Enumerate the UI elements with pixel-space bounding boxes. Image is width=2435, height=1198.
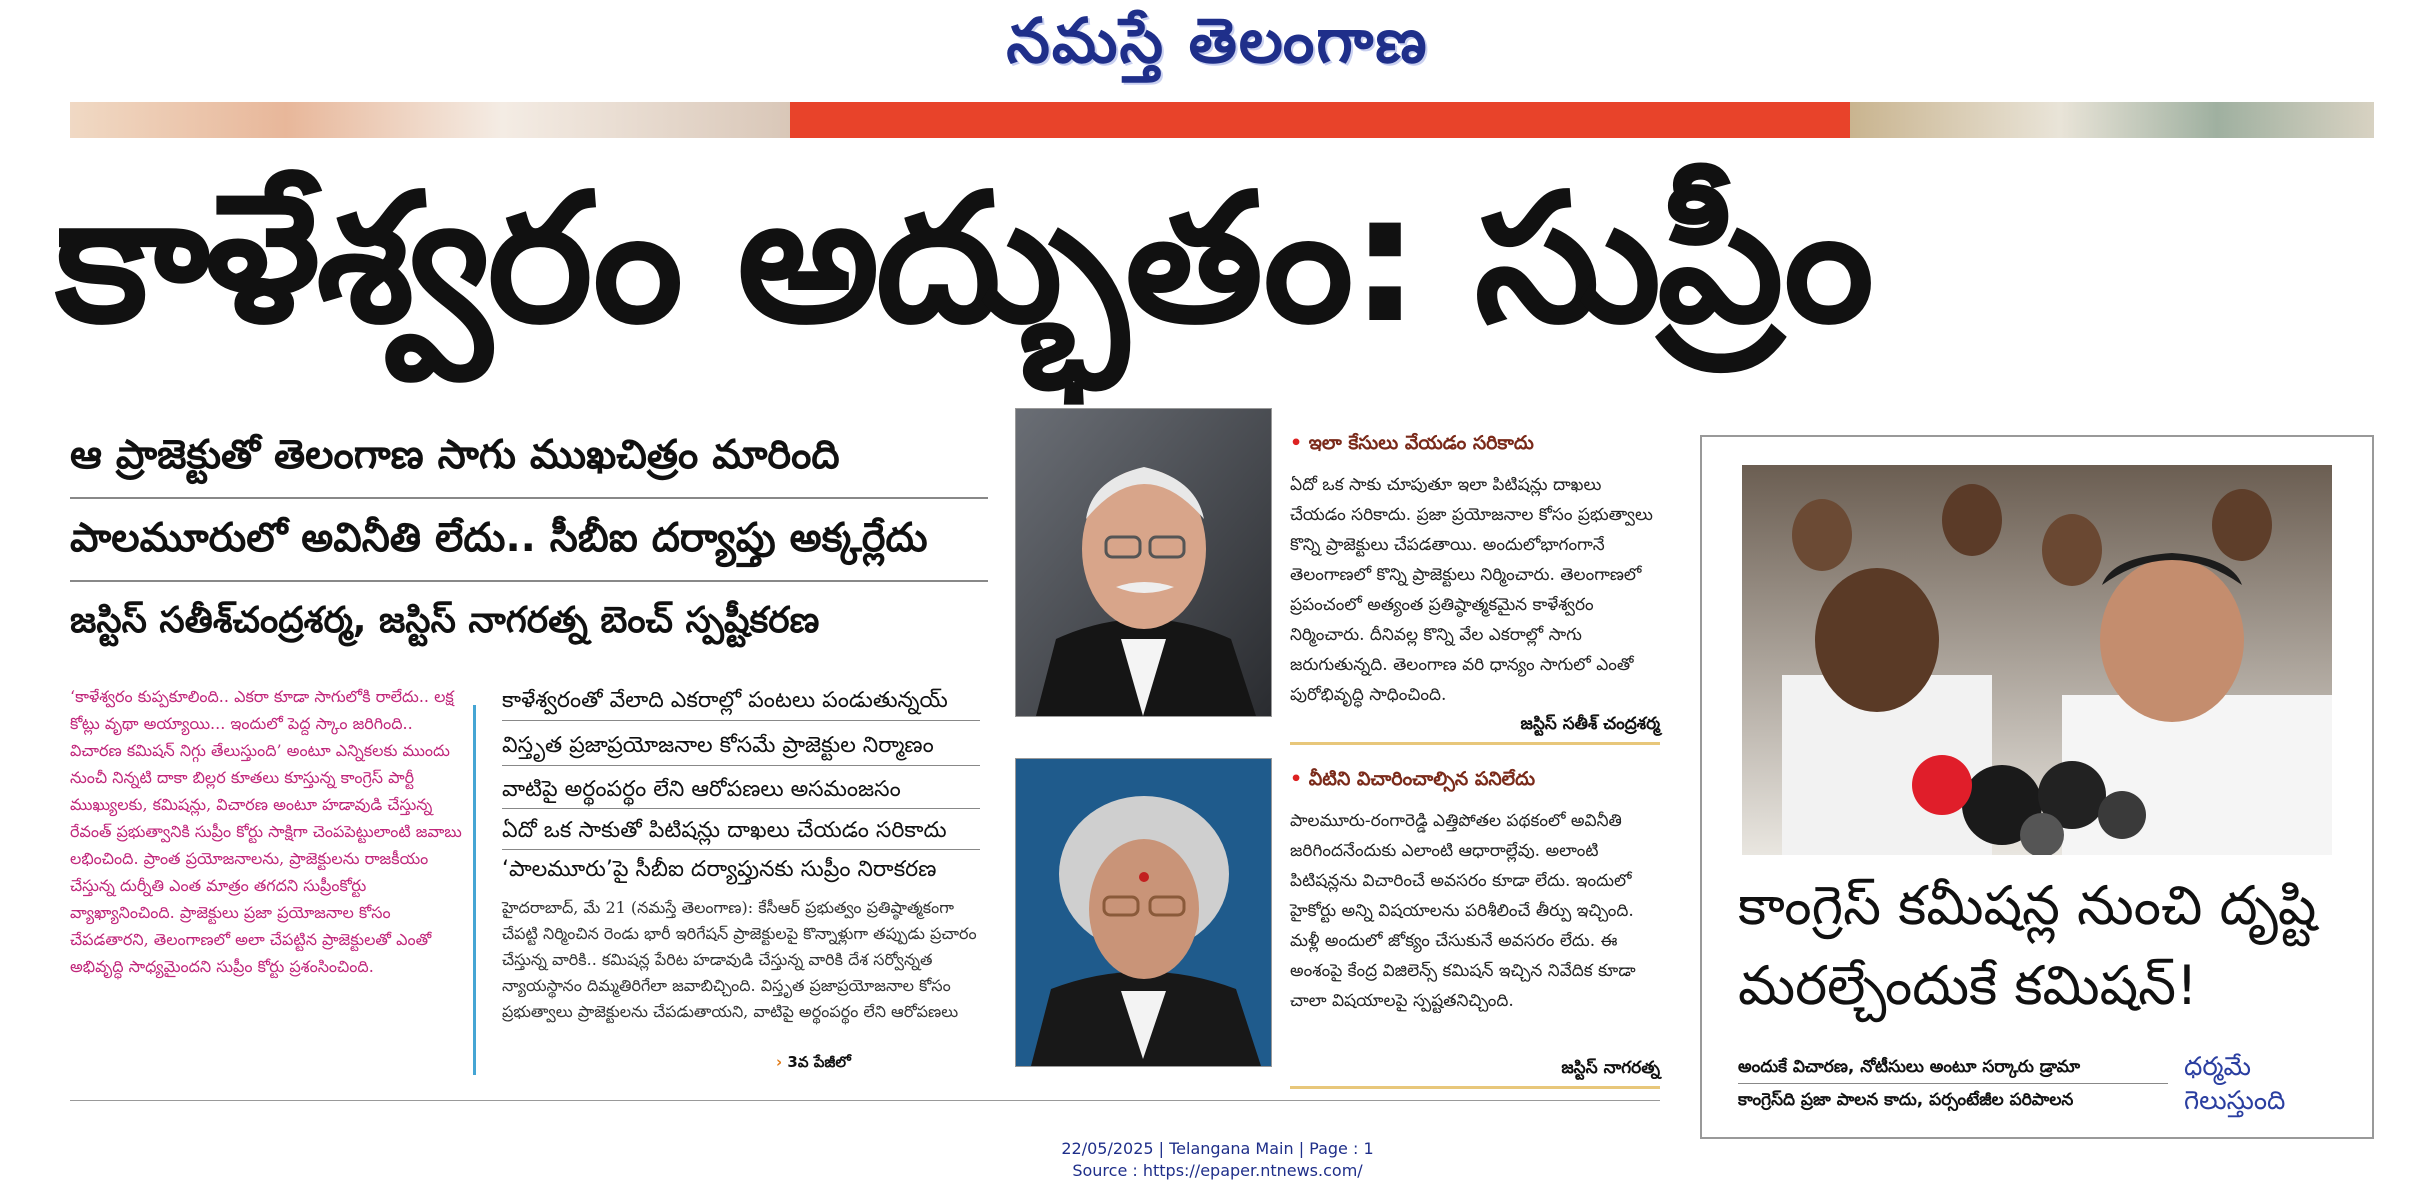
summary-line-3: వాటిపై అర్థంపర్థం లేని ఆరోపణలు అసమంజసం xyxy=(502,777,901,802)
justice-photo-2 xyxy=(1015,758,1272,1067)
byline-rule xyxy=(1290,1086,1660,1089)
section-text-2: పాలమూరు-రంగారెడ్డి ఎత్తిపోతల పథకంలో అవినీతి జరిగిందనేందుకు ఎలాంటి ఆధారాల్లేవు. అలాంటి పిటిషన్లను విచారించే అవసరం కూడా లేదు. ఇందులో హైకోర్టు అన్ని విషయాలను పరిశీలించే తీర్పు ఇచ్చింది. మళ్లీ అందులో జోక్యం చేసుకునే అవసరం లేదు. ఈ అంశంపై కేంద్ర విజిలెన్స్ కమిషన్ ఇచ్చిన నివేదిక కూడా చాలా విషయాలపై స్పష్టతనిచ్చింది. xyxy=(1290,811,1636,1011)
page-divider xyxy=(70,1100,1660,1101)
side-story-box xyxy=(1700,435,2374,1139)
side-headline-line-2: మరల్చేందుకే కమిషన్! xyxy=(1738,954,2198,1017)
intro-paragraph: ‘కాళేశ్వరం కుప్పకూలింది.. ఎకరా కూడా సాగులోకి రాలేదు.. లక్ష కోట్లు వృథా అయ్యాయి... ఇందులో పెద్ద స్కాం జరిగింది.. విచారణ కమిషన్ నిగ్గు తేలుస్తుంది’ అంటూ ఎన్నికలకు ముందు నుంచీ నిన్నటి దాకా బిల్లర కూతలు కూస్తున్న కాంగ్రెస్ పార్టీ ముఖ్యులకు, కమిషన్లు, విచారణ అంటూ హడావుడి చేస్తున్న రేవంత్ ప్రభుత్వానికి సుప్రీం కోర్టు సాక్షిగా చెంపపెట్టులాంటి జవాబు లభించింది. ప్రాంత ప్రయోజనాలను, ప్రాజెక్టులను రాజకీయం చేస్తున్న దుర్నీతి ఎంత మాత్రం తగదని సుప్రీంకోర్టు వ్యాఖ్యానించింది. ప్రాజెక్టులు ప్రజా ప్రయోజనాల కోసం చేపడతారని, తెలంగాణలో అలా చేపట్టిన ప్రాజెక్టులతో ఎంతో అభివృద్ధి సాధ్యమైందని సుప్రీం కోర్టు ప్రశంసించింది. xyxy=(70,687,462,976)
summary-line-5: ‘పాలమూరు’పై సీబీఐ దర్యాప్తునకు సుప్రీం నిరాకరణ xyxy=(502,857,937,882)
column-divider xyxy=(473,705,476,1075)
byline-2: జస్టిస్ నాగరత్న xyxy=(1561,1058,1660,1078)
bullet-dot-icon: • xyxy=(1290,768,1309,790)
section-heading-2-label: వీటిని విచారించాల్సిన పనిలేదు xyxy=(1308,768,1536,790)
justice-photo-1 xyxy=(1015,408,1272,717)
continued-on-page xyxy=(776,1053,851,1075)
section-heading-1-label: ఇలా కేసులు వేయడం సరికాదు xyxy=(1308,432,1534,454)
side-subhead-2: కాంగ్రెస్‌ది ప్రజా పాలన కాదు, పర్సంటేజీల పరిపాలన xyxy=(1738,1090,2074,1110)
summary-divider xyxy=(502,849,980,850)
section-heading-2 xyxy=(1290,768,1535,795)
section-text-1: ఏదో ఒక సాకు చూపుతూ ఇలా పిటిషన్లు దాఖలు చేయడం సరికాదు. ప్రజా ప్రయోజనాల కోసం ప్రభుత్వాలు కొన్ని ప్రాజెక్టులు చేపడతాయి. అందులోభాగంగానే తెలంగాణలో కొన్ని ప్రాజెక్టులు నిర్మించారు. తెలంగాణలో ప్రపంచంలో అత్యంత ప్రతిష్ఠాత్మకమైన కాళేశ్వరం నిర్మించారు. దీనివల్ల కొన్ని వేల ఎకరాల్లో సాగు జరుగుతున్నది. తెలంగాణ వరి ధాన్యం సాగులో ఎంతో పురోభివృద్ధి సాధించింది. xyxy=(1290,475,1653,705)
section-heading-1 xyxy=(1290,432,1534,459)
teaser xyxy=(2184,1050,2285,1118)
footer-date-line: 22/05/2025 | Telangana Main | Page : 1 xyxy=(1061,1139,1374,1158)
side-story-subheads xyxy=(1738,1053,2168,1114)
teaser-line-1: ధర్మమే xyxy=(2184,1052,2252,1082)
byline-1: జస్టిస్ సతీశ్ చంద్రశర్మ xyxy=(1520,714,1660,734)
footer-source-link[interactable]: Source : https://epaper.ntnews.com/ xyxy=(1072,1161,1363,1180)
side-story-headline xyxy=(1738,866,2368,1026)
bullet-dot-icon: • xyxy=(1290,432,1309,454)
subhead-divider xyxy=(1738,1083,2168,1084)
masthead-title: నమస్తే తెలంగాణ xyxy=(1006,4,1429,77)
summary-line-2: విస్తృత ప్రజాప్రయోజనాల కోసమే ప్రాజెక్టుల నిర్మాణం xyxy=(502,733,934,758)
banner-photo-strip xyxy=(70,102,2374,138)
deck-divider xyxy=(70,580,988,582)
main-headline: కాళేశ్వరం అద్భుతం: సుప్రీం xyxy=(55,155,1870,362)
side-subhead-1: అందుకే విచారణ, నోటీసులు అంటూ సర్కారు డ్రామా xyxy=(1738,1057,2081,1077)
summary-line-1: కాళేశ్వరంతో వేలాది ఎకరాల్లో పంటలు పండుతున్నయ్ xyxy=(502,688,948,713)
summary-divider xyxy=(502,765,980,766)
page-footer xyxy=(0,1138,2435,1182)
deck-line-2: పాలమూరులో అవినీతి లేదు.. సీబీఐ దర్యాప్తు అక్కర్లేదు xyxy=(70,515,928,561)
story-body: హైదరాబాద్, మే 21 (నమస్తే తెలంగాణ): కేసీఆర్ ప్రభుత్వం ప్రతిష్ఠాత్మకంగా చేపట్టి నిర్మించిన రెండు భారీ ఇరిగేషన్ ప్రాజెక్టులపై కొన్నాళ్లుగా తప్పుడు ప్రచారం చేస్తున్న వారికి.. కమిషన్ల పేరిట హడావుడి చేస్తున్న వారికి దేశ సర్వోన్నత న్యాయస్థానం దిమ్మతిరిగేలా జవాబిచ్చింది. విస్తృత ప్రజాప్రయోజనాల కోసం ప్రభుత్వాలు ప్రాజెక్టులను చేపడుతాయని, వాటిపై అర్థంపర్థం లేని ఆరోపణలు xyxy=(502,898,977,1021)
byline-rule xyxy=(1290,742,1660,745)
arrow-right-icon: › xyxy=(776,1053,783,1071)
summary-line-4: ఏదో ఒక సాకుతో పిటిషన్లు దాఖలు చేయడం సరికాదు xyxy=(502,818,947,843)
teaser-line-2: గెలుస్తుంది xyxy=(2184,1086,2286,1116)
continued-label: 3వ పేజీలో xyxy=(787,1053,851,1071)
side-headline-line-1: కాంగ్రెస్ కమీషన్ల నుంచి దృష్టి xyxy=(1738,874,2317,937)
summary-divider xyxy=(502,720,980,721)
deck-divider xyxy=(70,497,988,499)
deck-line-3: జస్టిస్ సతీశ్‌చంద్రశర్మ, జస్టిస్ నాగరత్న బెంచ్ స్పష్టీకరణ xyxy=(70,600,820,641)
summary-divider xyxy=(502,808,980,809)
deck-line-1: ఆ ప్రాజెక్టుతో తెలంగాణ సాగు ముఖచిత్రం మారింది xyxy=(70,432,840,478)
press-photo xyxy=(1742,465,2332,855)
